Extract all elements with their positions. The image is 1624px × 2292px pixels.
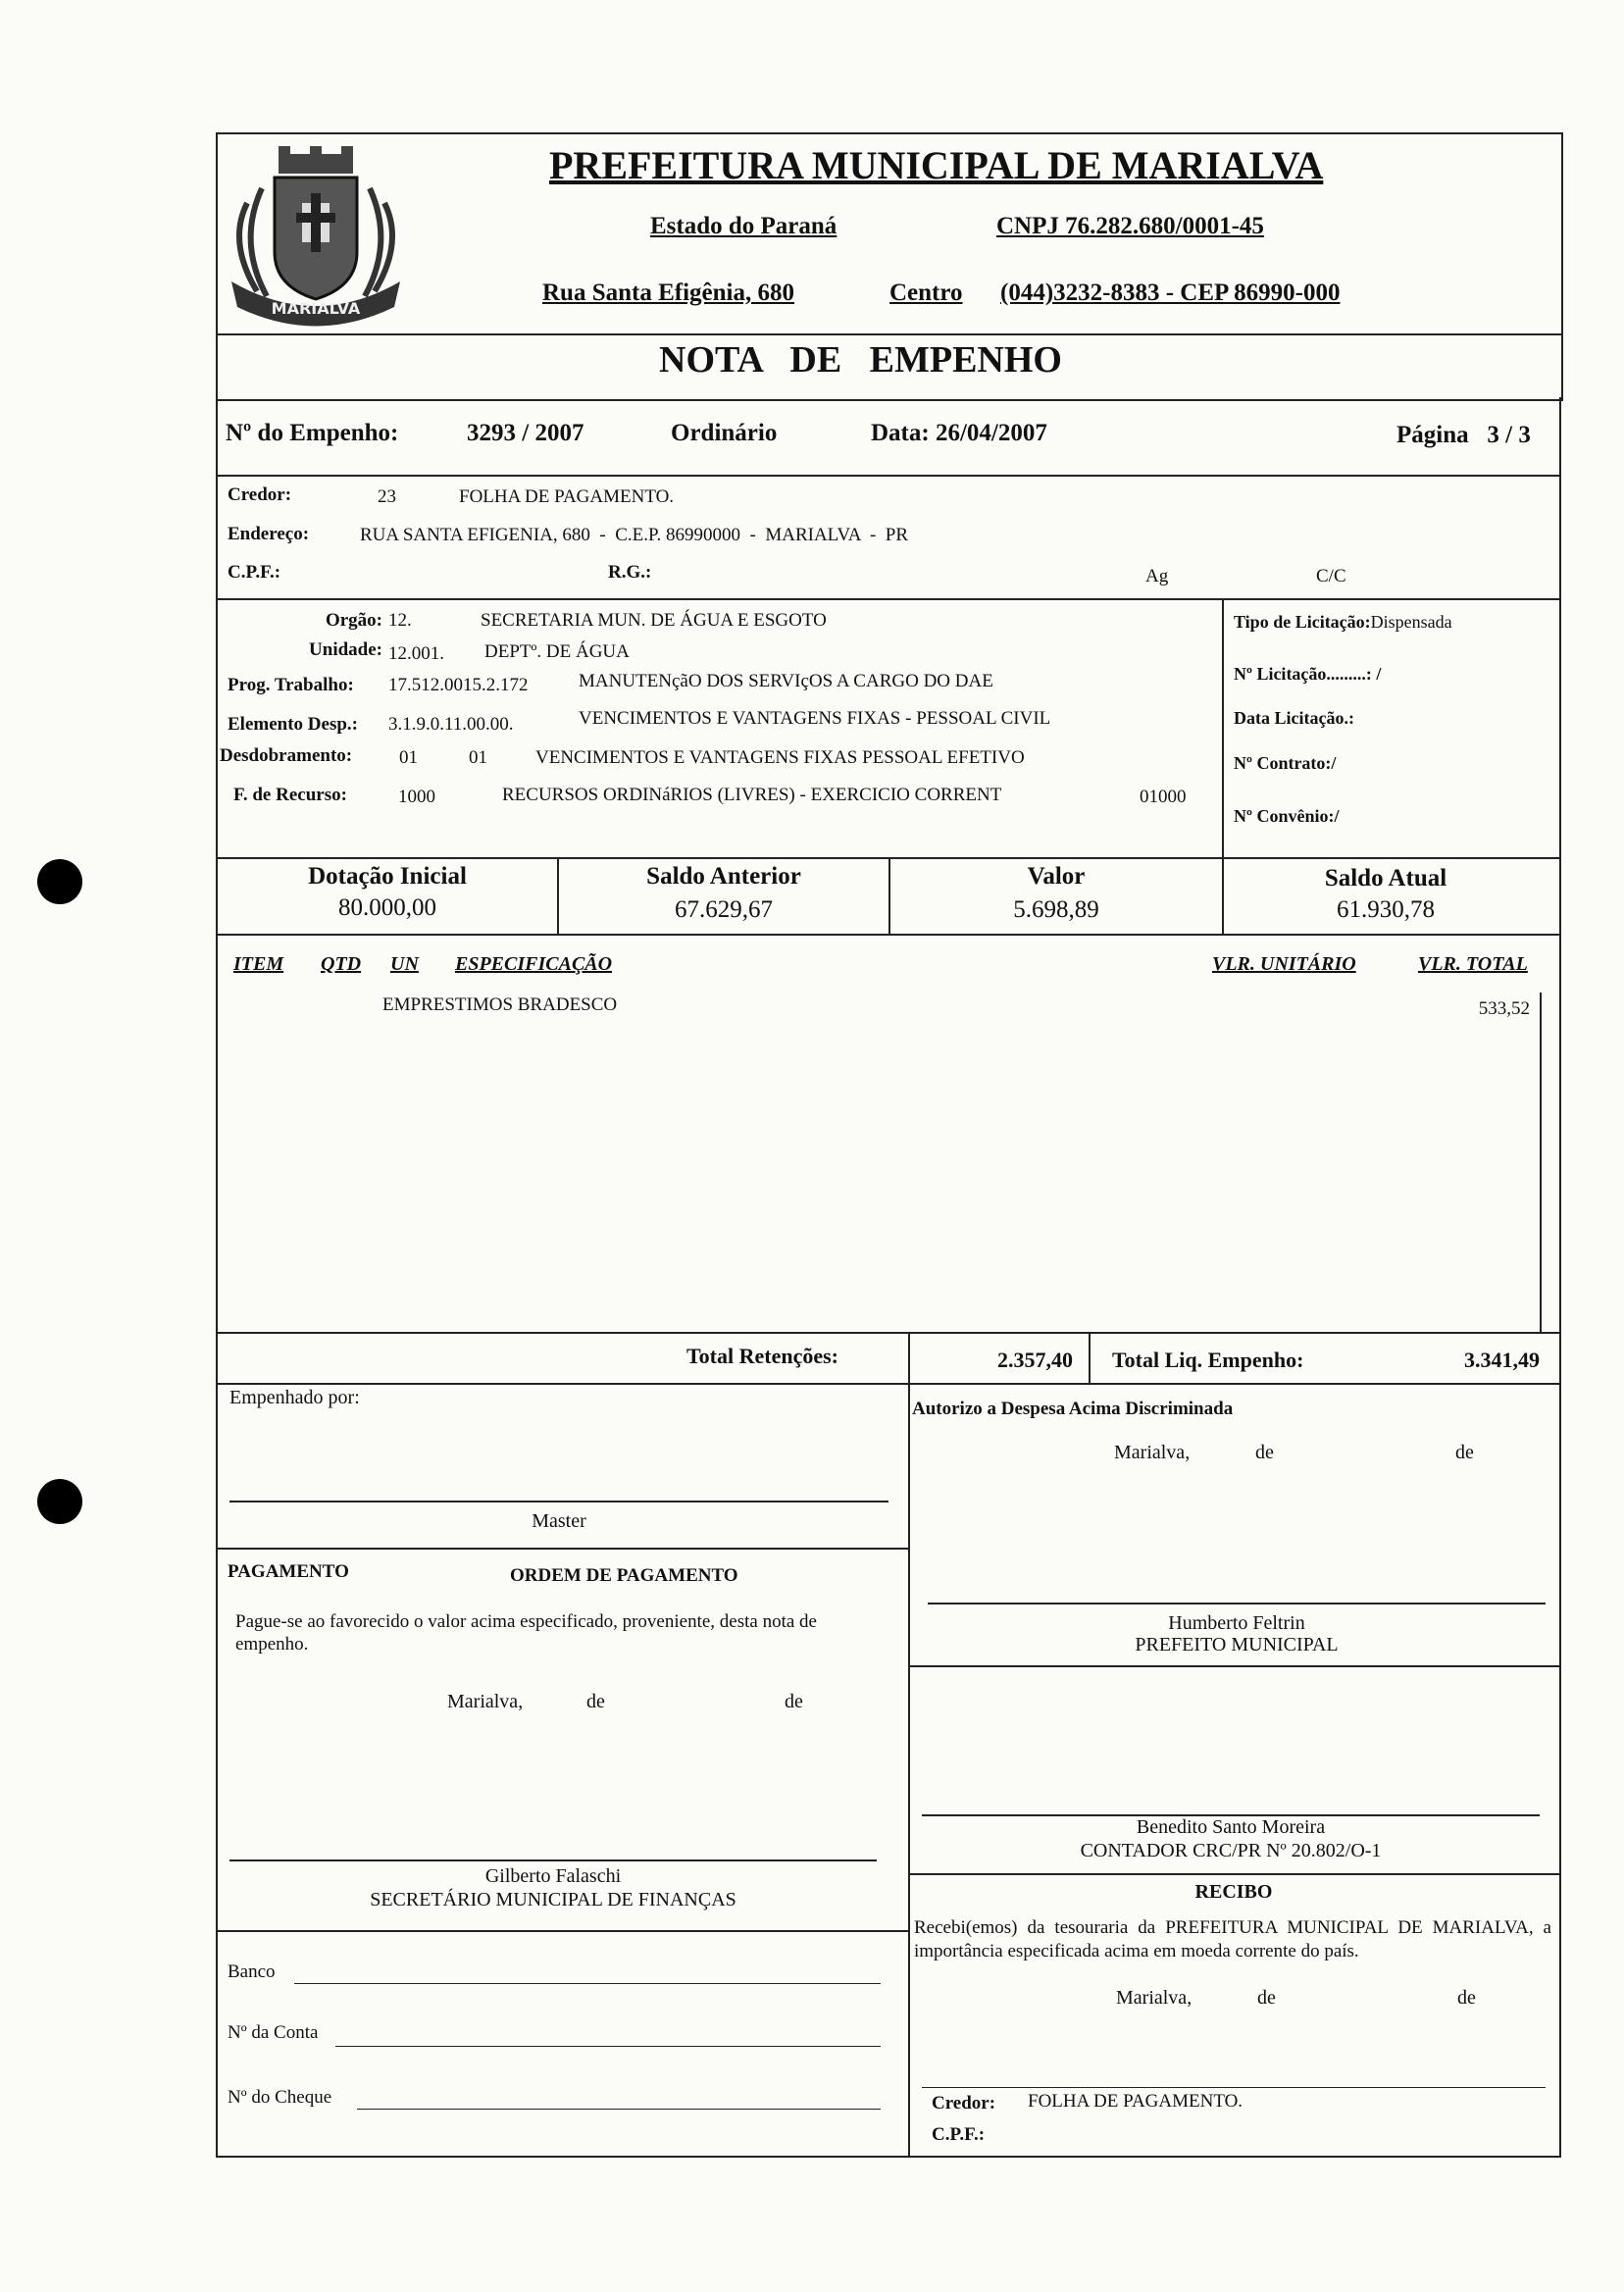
- prog-code: 17.512.0015.2.172: [388, 675, 529, 695]
- licitacao-numero: Nº Licitação.........: /: [1234, 664, 1382, 684]
- rg-label: R.G.:: [608, 562, 652, 583]
- recurso-extra: 01000: [1140, 787, 1187, 807]
- unidade-code: 12.001.: [388, 643, 444, 664]
- orgao-desc: SECRETARIA MUN. DE ÁGUA E ESGOTO: [481, 610, 827, 631]
- unidade-label: Unidade:: [309, 639, 382, 660]
- recibo-de-1: de: [1257, 1987, 1276, 2009]
- credor-name: FOLHA DE PAGAMENTO.: [459, 486, 675, 507]
- dotacao-value: 80.000,00: [338, 894, 436, 921]
- conta-label: Nº da Conta: [228, 2022, 319, 2043]
- empenho-number: 3293 / 2007: [467, 420, 584, 446]
- col-un: UN: [390, 953, 419, 975]
- state-name: Estado do Paraná: [650, 213, 837, 239]
- autorizo-heading: Autorizo a Despesa Acima Discriminada: [912, 1399, 1234, 1419]
- elemento-label: Elemento Desp.:: [228, 714, 358, 735]
- recibo-heading: RECIBO: [1194, 1881, 1273, 1903]
- unidade-desc: DEPTº. DE ÁGUA: [484, 641, 630, 662]
- empenho-kind: Ordinário: [671, 420, 778, 446]
- master-signature: Master: [532, 1510, 586, 1532]
- prefeito-title: PREFEITO MUNICIPAL: [1135, 1634, 1339, 1655]
- item-description: EMPRESTIMOS BRADESCO: [382, 994, 618, 1015]
- valor-value: 5.698,89: [1013, 896, 1099, 923]
- licitacao-tipo-value: Dispensada: [1370, 612, 1452, 632]
- cpf-label: C.P.F.:: [228, 562, 281, 583]
- left-de-1: de: [586, 1691, 605, 1712]
- humberto-name: Humberto Feltrin: [1168, 1612, 1305, 1634]
- divider: [1540, 993, 1542, 1332]
- divider: [335, 2046, 881, 2047]
- ag-label: Ag: [1145, 566, 1169, 586]
- empenhado-por-label: Empenhado por:: [229, 1387, 360, 1408]
- recurso-code: 1000: [398, 787, 435, 807]
- retencoes-label: Total Retenções:: [686, 1344, 838, 1368]
- saldo-anterior-label: Saldo Anterior: [646, 863, 801, 890]
- divider: [216, 1548, 908, 1550]
- col-especificacao: ESPECIFICAÇÃO: [455, 953, 613, 975]
- secretario-title: SECRETÁRIO MUNICIPAL DE FINANÇAS: [370, 1889, 736, 1910]
- pague-se-text: Pague-se ao favorecido o valor acima especificado, proveniente, desta nota de empenho.: [235, 1611, 817, 1655]
- valor-label: Valor: [1027, 863, 1086, 890]
- municipal-crest: [218, 134, 414, 331]
- elemento-desc: VENCIMENTOS E VANTAGENS FIXAS - PESSOAL CIVIL: [579, 708, 1051, 729]
- gilberto-name: Gilberto Falaschi: [484, 1865, 622, 1887]
- left-marialva: Marialva,: [447, 1691, 524, 1712]
- prog-desc: MANUTENçãO DOS SERVIçOS A CARGO DO DAE: [579, 671, 993, 691]
- recibo-cpf-label: C.P.F.:: [932, 2124, 986, 2145]
- right-de-2: de: [1455, 1442, 1474, 1463]
- liquido-value: 3.341,49: [1464, 1348, 1540, 1372]
- divider: [1089, 1332, 1091, 1383]
- divider: [928, 1603, 1546, 1604]
- divider: [294, 1983, 881, 1984]
- credor-address: RUA SANTA EFIGENIA, 680 - C.E.P. 86990000 - MARIALVA - PR: [360, 525, 909, 545]
- recibo-text: Recebi(emos) da tesouraria da PREFEITURA MUNICIPAL DE MARIALVA, a importância especificada acima em moeda corrente do país.: [914, 1917, 1551, 1961]
- divider: [229, 1859, 877, 1861]
- punch-hole-top: [37, 859, 82, 904]
- benedito-name: Benedito Santo Moreira: [1136, 1816, 1326, 1838]
- contador-title: CONTADOR CRC/PR Nº 20.802/O-1: [1080, 1840, 1382, 1861]
- district: Centro: [889, 280, 963, 306]
- orgao-label: Orgão:: [325, 610, 382, 631]
- empenho-number-label: Nº do Empenho:: [226, 420, 399, 446]
- divider: [216, 2156, 1561, 2158]
- divider: [216, 1332, 1559, 1334]
- divider: [216, 397, 218, 2156]
- orgao-code: 12.: [388, 610, 412, 631]
- dotacao-label: Dotação Inicial: [308, 863, 467, 890]
- divider: [922, 2087, 1546, 2088]
- prog-label: Prog. Trabalho:: [228, 675, 354, 695]
- divider: [229, 1501, 888, 1503]
- header-divider: [216, 333, 1561, 335]
- empenho-date: Data: 26/04/2007: [871, 420, 1047, 446]
- desdobramento-label: Desdobramento:: [220, 745, 353, 766]
- contrato: Nº Contrato:/: [1234, 753, 1337, 773]
- left-de-2: de: [785, 1691, 803, 1712]
- divider: [908, 1332, 910, 2156]
- page-number: Página 3 / 3: [1396, 422, 1531, 448]
- divider: [216, 1383, 1559, 1385]
- divider: [216, 934, 1559, 936]
- col-qtd: QTD: [321, 953, 362, 975]
- elemento-code: 3.1.9.0.11.00.00.: [388, 714, 514, 735]
- address-label: Endereço:: [228, 524, 310, 544]
- recurso-label: F. de Recurso:: [233, 785, 347, 805]
- divider: [216, 598, 1559, 600]
- municipality-title: PREFEITURA MUNICIPAL DE MARIALVA: [549, 143, 1324, 187]
- desdobramento-b: 01: [469, 747, 487, 768]
- crest-icon: [218, 134, 414, 331]
- divider: [216, 1930, 908, 1932]
- cnpj: CNPJ 76.282.680/0001-45: [996, 213, 1264, 239]
- retencoes-value: 2.357,40: [997, 1348, 1073, 1372]
- street-address: Rua Santa Efigênia, 680: [542, 280, 794, 306]
- col-valor-unitario: VLR. UNITÁRIO: [1212, 953, 1356, 975]
- licitacao-tipo-label: Tipo de Licitação:: [1234, 612, 1371, 632]
- cc-label: C/C: [1316, 566, 1346, 586]
- cheque-label: Nº do Cheque: [228, 2087, 332, 2108]
- divider: [216, 857, 1559, 859]
- divider: [1559, 397, 1561, 2156]
- col-valor-total: VLR. TOTAL: [1418, 953, 1528, 975]
- recibo-credor-value: FOLHA DE PAGAMENTO.: [1028, 2091, 1243, 2112]
- liquido-label: Total Liq. Empenho:: [1112, 1348, 1304, 1372]
- divider: [908, 1665, 1559, 1667]
- recibo-de-2: de: [1457, 1987, 1476, 2009]
- crest-label: MARIALVA: [271, 299, 361, 318]
- phone-cep: (044)3232-8383 - CEP 86990-000: [1000, 280, 1341, 306]
- convenio: Nº Convênio:/: [1234, 806, 1340, 826]
- saldo-atual-label: Saldo Atual: [1324, 865, 1447, 891]
- desdobramento-a: 01: [399, 747, 418, 768]
- desdobramento-desc: VENCIMENTOS E VANTAGENS FIXAS PESSOAL EFETIVO: [535, 747, 1025, 768]
- recibo-marialva: Marialva,: [1116, 1987, 1193, 2009]
- recurso-desc: RECURSOS ORDINáRIOS (LIVRES) - EXERCICIO CORRENT: [502, 785, 1002, 805]
- col-item: ITEM: [233, 953, 284, 975]
- ordem-pagamento-heading: ORDEM DE PAGAMENTO: [510, 1565, 738, 1586]
- saldo-anterior-value: 67.629,67: [675, 896, 773, 923]
- saldo-atual-value: 61.930,78: [1337, 896, 1435, 923]
- divider: [357, 2109, 881, 2110]
- credor-label: Credor:: [228, 484, 292, 505]
- credor-code: 23: [378, 486, 396, 507]
- divider: [216, 475, 1559, 477]
- punch-hole-bottom: [37, 1479, 82, 1524]
- right-marialva: Marialva,: [1114, 1442, 1191, 1463]
- item-total: 533,52: [1478, 998, 1530, 1019]
- right-de-1: de: [1255, 1442, 1274, 1463]
- document-title: NOTA DE EMPENHO: [659, 339, 1062, 381]
- licitacao-tipo: [1234, 612, 1452, 633]
- licitacao-data: Data Licitação.:: [1234, 708, 1354, 728]
- recibo-credor-label: Credor:: [932, 2093, 996, 2114]
- pagamento-heading: PAGAMENTO: [228, 1561, 349, 1582]
- banco-label: Banco: [228, 1961, 276, 1982]
- divider: [1222, 598, 1224, 857]
- divider: [908, 1873, 1559, 1875]
